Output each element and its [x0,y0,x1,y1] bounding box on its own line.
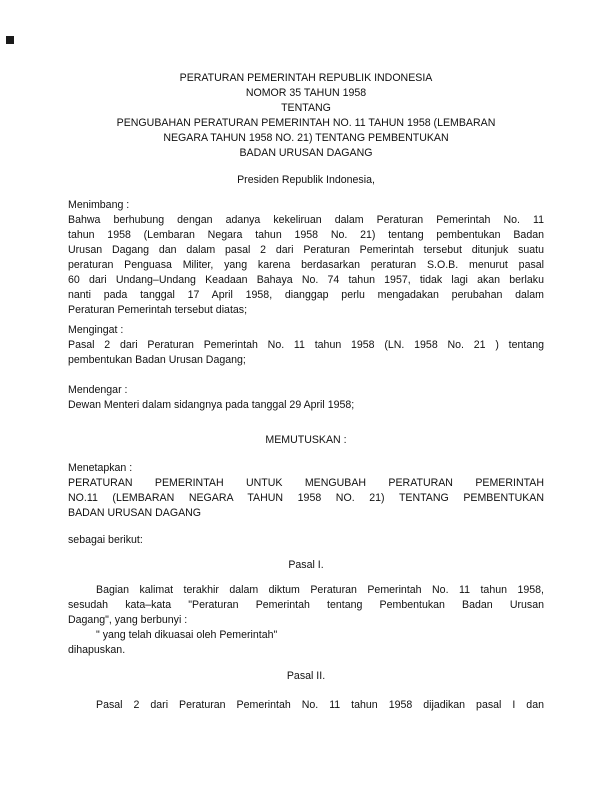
pasal-1-line: Bagian kalimat terakhir dalam diktum Peraturan Pemerintah No. 11 tahun 1958, [96,584,544,596]
pasal-1-heading: Pasal I. [288,559,324,571]
menimbang-label: Menimbang : [68,199,130,211]
mengingat-line: Pasal 2 dari Peraturan Pemerintah No. 11 tahun 1958 (LN. 1958 No. 21 ) tentang [68,339,544,351]
sebagai-berikut-line: sebagai berikut: [68,534,143,546]
pasal-1-line: sesudah kata–kata "Peraturan Pemerintah tentang Pembentukan Badan Urusan [68,599,544,611]
menetapkan-line: BADAN URUSAN DAGANG [68,507,202,519]
menetapkan-line: PERATURAN PEMERINTAH UNTUK MENGUBAH PERATURAN PEMERINTAH [68,477,544,489]
document-title [68,71,544,161]
mengingat-section [68,323,544,368]
menimbang-section [68,198,544,318]
mengingat-label: Mengingat : [68,324,124,336]
pasal-2-line: Pasal 2 dari Peraturan Pemerintah No. 11 tahun 1958 dijadikan pasal I dan [96,699,544,711]
menimbang-line: Urusan Dagang dan dalam pasal 2 dari Peraturan Pemerintah tersebut ditunjuk suatu [68,244,544,256]
title-line-2: NOMOR 35 TAHUN 1958 [245,87,367,99]
menimbang-line: peraturan Penguasa Militer, yang karena berdasarkan peraturan S.O.B. menurut pasal [68,259,544,271]
mendengar-section [68,383,544,413]
mendengar-line: Dewan Menteri dalam sidangnya pada tanggal 29 April 1958; [68,399,355,411]
pasal-2-body [68,698,544,713]
menetapkan-label: Menetapkan : [68,462,133,474]
pasal-1-line: Dagang", yang berbunyi : [68,614,188,626]
pasal-1-quote-line: " yang telah dikuasai oleh Pemerintah" [96,629,278,641]
title-line-4: PENGUBAHAN PERATURAN PEMERINTAH NO. 11 TAHUN 1958 (LEMBARAN [116,117,496,129]
memutuskan-heading: MEMUTUSKAN : [265,434,347,446]
president-line: Presiden Republik Indonesia, [237,174,375,186]
menimbang-line: Bahwa berhubung dengan adanya kekeliruan dalam Peraturan Pemerintah No. 11 [68,214,544,226]
title-line-3: TENTANG [281,102,331,114]
pasal-2-heading: Pasal II. [286,670,326,682]
title-line-6: BADAN URUSAN DAGANG [239,147,373,159]
menetapkan-line: NO.11 (LEMBARAN NEGARA TAHUN 1958 NO. 21) TENTANG PEMBENTUKAN [68,492,544,504]
pasal-1-closing-line: dihapuskan. [68,644,126,656]
title-line-5: NEGARA TAHUN 1958 NO. 21) TENTANG PEMBENTUKAN [163,132,449,144]
pasal-1-body [68,583,544,658]
menimbang-line: Peraturan Pemerintah tersebut diatas; [68,304,248,316]
menimbang-line: tahun 1958 (Lembaran Negara tahun 1958 No. 21) tentang pembentukan Badan [68,229,544,241]
menimbang-line: 60 dari Undang–Undang Keadaan Bahaya No. 74 tahun 1957, tidak lagi akan berlaku [68,274,544,286]
mendengar-label: Mendengar : [68,384,128,396]
title-line-1: PERATURAN PEMERINTAH REPUBLIK INDONESIA [179,72,433,84]
menetapkan-section [68,461,544,521]
menimbang-line: nanti pada tanggal 17 April 1958, dianggap perlu mengadakan perubahan dalam [68,289,544,301]
mengingat-line: pembentukan Badan Urusan Dagang; [68,354,246,366]
